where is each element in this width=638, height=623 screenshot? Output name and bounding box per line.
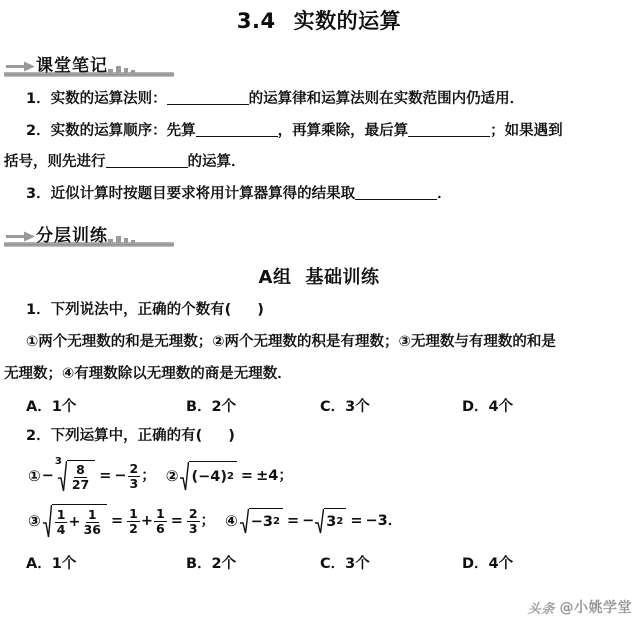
option-b[interactable] — [186, 552, 236, 573]
numerator: 1 — [87, 507, 97, 523]
question-2-math-line-1 — [0, 456, 638, 492]
equals-sign: = — [286, 513, 300, 530]
note-1-index: 1 — [26, 91, 37, 108]
item-marker-3: ③ — [28, 511, 41, 530]
terminator: ． — [387, 513, 403, 530]
option-b[interactable] — [186, 395, 236, 416]
note-3-prefix: ．近似计算时按题目要求将用计算器算得的结果取 — [36, 185, 356, 202]
option-c-key: C — [320, 399, 331, 416]
square-root — [240, 508, 283, 534]
option-a-key: A — [26, 399, 38, 416]
option-c-text: ．3个 — [330, 556, 370, 573]
note-2-suffix: ；如果遇到 — [490, 122, 563, 139]
group-label: A组 — [258, 267, 292, 289]
radicand — [67, 460, 95, 492]
numerator: 1 — [129, 506, 138, 522]
leading-sign: − — [41, 468, 54, 485]
question-1-stem — [0, 299, 638, 322]
option-c-key: C — [320, 556, 331, 573]
middle-sign: − — [302, 513, 315, 530]
toutiao-logo: 头条 — [527, 601, 557, 617]
note-1-prefix: ．实数的运算法则： — [36, 91, 167, 108]
radicand — [52, 504, 107, 538]
numerator: 1 — [56, 507, 66, 523]
math-expression-3 — [28, 504, 215, 538]
denominator: 3 — [188, 520, 198, 536]
result-value: −3 — [365, 513, 388, 530]
numerator: 1 — [155, 506, 165, 522]
option-c[interactable] — [320, 395, 370, 416]
square-root — [180, 461, 236, 491]
result-value: ±4 — [256, 468, 279, 485]
question-2-stem — [0, 425, 638, 448]
note-2-line2-prefix: 括号，则先进行 — [4, 154, 106, 171]
question-1-index: 1 — [26, 302, 37, 319]
numerator: 8 — [76, 462, 85, 478]
denominator: 6 — [155, 520, 165, 536]
radical-sign-icon — [315, 508, 324, 534]
watermark-handle: @小姚学堂 — [559, 600, 632, 616]
terminator: ； — [278, 468, 293, 485]
square-root — [315, 508, 346, 534]
denominator: 3 — [129, 475, 139, 491]
radical-sign-icon — [240, 508, 249, 534]
note-2-middle: ，再算乘除，最后算 — [277, 122, 409, 139]
fill-blank — [355, 199, 437, 200]
option-b-key: B — [186, 556, 198, 573]
section-banner-training — [4, 221, 184, 249]
result-fraction — [128, 462, 141, 490]
title-number: 3.4 — [236, 9, 276, 33]
radicand-base: 3 — [326, 514, 337, 531]
question-1-close: ) — [257, 302, 264, 319]
fraction — [55, 508, 68, 536]
radical-sign-icon — [43, 504, 52, 538]
root-index: 3 — [54, 456, 62, 468]
radicand — [249, 508, 283, 534]
option-b-text: ．2个 — [197, 399, 237, 416]
question-2-close: ) — [228, 428, 235, 445]
denominator: 27 — [71, 476, 90, 492]
math-expression-1 — [28, 456, 156, 492]
watermark — [528, 597, 632, 617]
fraction — [70, 463, 91, 491]
equals-sign: = — [110, 513, 124, 530]
equals-sign: = — [99, 468, 112, 485]
question-2-math-line-2 — [0, 504, 638, 538]
option-a-text: ．1个 — [37, 556, 77, 573]
option-c[interactable] — [320, 552, 370, 573]
fill-blank — [106, 167, 188, 168]
plus-sign: + — [140, 513, 153, 530]
square-root — [43, 504, 107, 538]
item-marker-4: ④ — [225, 511, 238, 530]
note-item-1 — [0, 88, 638, 110]
question-1-text: ．下列说法中，正确的个数有( — [36, 302, 232, 319]
item-marker-1: ① — [28, 466, 41, 485]
option-d-text: ．4个 — [474, 399, 514, 416]
option-d[interactable] — [462, 395, 513, 416]
page-title — [0, 0, 638, 35]
radical-sign-icon — [180, 461, 189, 491]
denominator: 36 — [83, 521, 101, 537]
math-expression-2 — [166, 461, 293, 491]
terminator: ； — [141, 468, 156, 485]
group-heading — [0, 263, 638, 289]
radicand-base: (−4) — [191, 469, 227, 486]
option-b-key: B — [186, 399, 198, 416]
denominator: 2 — [129, 520, 138, 536]
banner-decor-dots — [108, 231, 135, 243]
option-d-key: D — [462, 399, 475, 416]
numerator: 2 — [188, 506, 198, 522]
question-2-index: 2 — [26, 428, 37, 445]
fraction — [127, 507, 140, 535]
title-name: 实数的运算 — [293, 9, 402, 33]
question-2-text: ．下列运算中，正确的有( — [36, 428, 203, 445]
option-a-text: ．1个 — [37, 399, 77, 416]
math-expression-4 — [225, 508, 402, 534]
note-item-2-line2 — [0, 151, 638, 173]
radicand-base: −3 — [250, 514, 273, 531]
fill-blank — [167, 104, 249, 105]
section-banner-notes — [4, 51, 184, 79]
option-a-key: A — [26, 556, 38, 573]
note-item-2 — [0, 120, 638, 142]
fraction — [82, 508, 103, 536]
equals-sign: = — [240, 468, 254, 485]
plus-sign: + — [68, 514, 81, 531]
option-a[interactable] — [26, 552, 76, 573]
section-banner-label: 课堂笔记 — [36, 56, 108, 77]
fill-blank — [408, 136, 490, 137]
question-1-body-line2: 无理数；④有理数除以无理数的商是无理数． — [4, 365, 292, 382]
question-1-options — [0, 395, 638, 415]
option-a[interactable] — [26, 395, 76, 416]
fill-blank — [196, 136, 278, 137]
option-d-key: D — [462, 556, 475, 573]
section-banner-label: 分层训练 — [36, 226, 108, 247]
arrow-right-icon — [6, 61, 36, 72]
numerator: 2 — [129, 461, 139, 477]
group-name: 基础训练 — [305, 267, 380, 289]
note-1-suffix: 的运算律和运算法则在实数范围内仍适用． — [248, 91, 525, 108]
option-b-text: ．2个 — [197, 556, 237, 573]
note-3-index: 3 — [26, 185, 37, 202]
terminator: ； — [200, 513, 216, 530]
option-d-text: ．4个 — [474, 556, 514, 573]
fraction — [154, 507, 167, 535]
radicand-exponent: 2 — [273, 516, 280, 528]
equals-sign: = — [350, 513, 363, 530]
note-item-3 — [0, 183, 638, 205]
arrow-right-icon — [6, 231, 36, 242]
note-2-prefix: ．实数的运算顺序：先算 — [36, 122, 196, 139]
denominator: 4 — [56, 521, 66, 537]
radicand — [189, 461, 236, 491]
question-1-body-line1: ①两个无理数的和是无理数；②两个无理数的积是有理数；③无理数与有理数的和是 — [26, 334, 556, 351]
fraction — [187, 507, 200, 535]
question-2-options — [0, 552, 638, 572]
cube-root — [54, 456, 95, 492]
option-d[interactable] — [462, 552, 513, 573]
note-2-index: 2 — [26, 122, 37, 139]
equals-sign: = — [170, 513, 183, 530]
radicand-exponent: 2 — [226, 471, 234, 483]
option-c-text: ．3个 — [330, 399, 370, 416]
banner-decor-dots — [108, 61, 135, 73]
result-sign: − — [114, 468, 127, 485]
note-2-line2-suffix: 的运算． — [187, 154, 246, 171]
radicand-exponent: 2 — [336, 516, 344, 528]
note-3-suffix: ． — [437, 185, 452, 202]
radicand — [324, 508, 346, 534]
item-marker-2: ② — [165, 466, 179, 485]
